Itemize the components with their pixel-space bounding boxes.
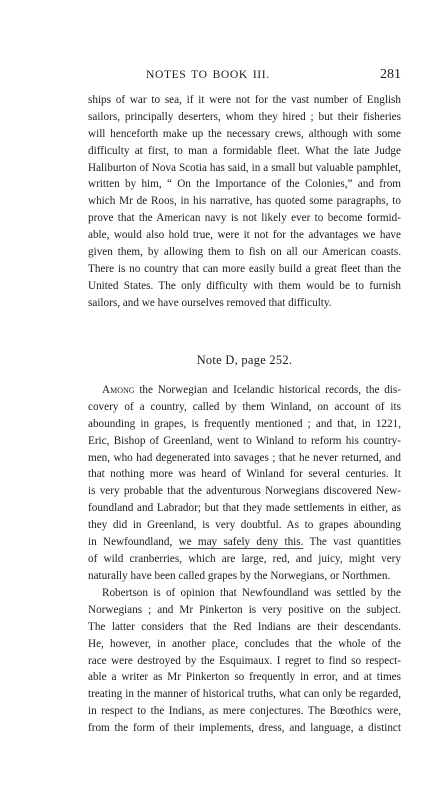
- page-number: 281: [380, 67, 401, 82]
- text-line: Haliburton of Nova Scotia has said, in a small but valuable pamphlet,: [88, 161, 401, 174]
- text-line: race were destroyed by the Esquimaux. I regret to find so respect-: [88, 654, 401, 667]
- text-line: able a writer as Mr Pinkerton so frequently in error, and at times: [88, 671, 401, 684]
- text-line: prove that the American navy is not likely ever to become formid-: [88, 212, 401, 225]
- note-paragraph-1: [88, 382, 401, 585]
- text-line: Among the Norwegian and Icelandic historical records, the dis-: [102, 384, 401, 396]
- text-line: in respect to the Indians, as mere conjectures. The Bœothics were,: [88, 705, 401, 718]
- text-line: foundland and Labrador; but that they made settlements in either, as: [88, 502, 401, 515]
- text-line: abounding in grapes, is frequently mentioned ; and that, in 1221,: [88, 417, 401, 430]
- underlined-phrase: we may safely deny this.: [178, 536, 304, 549]
- underlined-text-line: in Newfoundland, we may safely deny this. The vast quantities: [88, 536, 401, 549]
- small-caps-lead: mong: [110, 384, 135, 396]
- text-line: covery of a country, called by them Winland, on account of its: [88, 400, 401, 413]
- text-line: There is no country that can more easily build a great fleet than the: [88, 262, 401, 275]
- continued-paragraph: [88, 92, 401, 312]
- text-line: Robertson is of opinion that Newfoundland was settled by the: [102, 587, 401, 599]
- text-line: from the form of their implements, dress, and language, a distinct: [88, 722, 401, 735]
- running-title: NOTES TO BOOK III.: [146, 68, 270, 81]
- running-header: [88, 68, 401, 86]
- text-line: written by him, “ On the Importance of the Colonies,” and from: [88, 178, 401, 191]
- text-line: Eric, Bishop of Greenland, went to Winland to reform his country-: [88, 434, 401, 447]
- text-line: The latter considers that the Red Indians are their descendants.: [88, 620, 401, 633]
- text-line: treating in the manner of historical truths, what can only be regarded,: [88, 688, 401, 701]
- text-line: naturally have been called grapes by the Norwegians, or Northmen.: [88, 569, 391, 582]
- text-line: they did in Greenland, is very doubtful. As to grapes abounding: [88, 519, 401, 532]
- text-line: is very probable that the adventurous Norwegians discovered New-: [88, 485, 401, 498]
- note-heading: Note D, page 252.: [196, 353, 293, 367]
- text-line: will henceforth make up the necessary crews, although with some: [88, 127, 401, 140]
- text-line: able, would also hold true, were it not for the advantages we have: [88, 229, 401, 242]
- text-line: Norwegians ; and Mr Pinkerton is very positive on the subject.: [88, 603, 401, 616]
- text-line: which Mr de Roos, in his narrative, has quoted some paragraphs, to: [88, 195, 401, 208]
- text-line: given them, by allowing them to fish on all our American coasts.: [88, 246, 401, 259]
- text-line: men, who had degenerated into savages ; that he never returned, and: [88, 451, 401, 464]
- text-line: that nothing more was heard of Winland for several centuries. It: [88, 468, 401, 481]
- text-line: United States. The only difficulty with them would be to furnish: [88, 279, 401, 292]
- text-line: He, however, in another place, concludes that the whole of the: [88, 637, 401, 650]
- text-line: sailors, and we have ourselves removed that difficulty.: [88, 296, 332, 309]
- note-paragraph-2: [88, 585, 401, 737]
- text-line: sailors, principally deserters, whom they hired ; but their fisheries: [88, 110, 401, 123]
- text-line: ships of war to sea, if it were not for the vast number of English: [88, 94, 401, 106]
- text-line: difficulty at first, to man a formidable fleet. What the late Judge: [88, 144, 401, 157]
- text-line: of wild cranberries, which are large, red, and juicy, might very: [88, 552, 401, 565]
